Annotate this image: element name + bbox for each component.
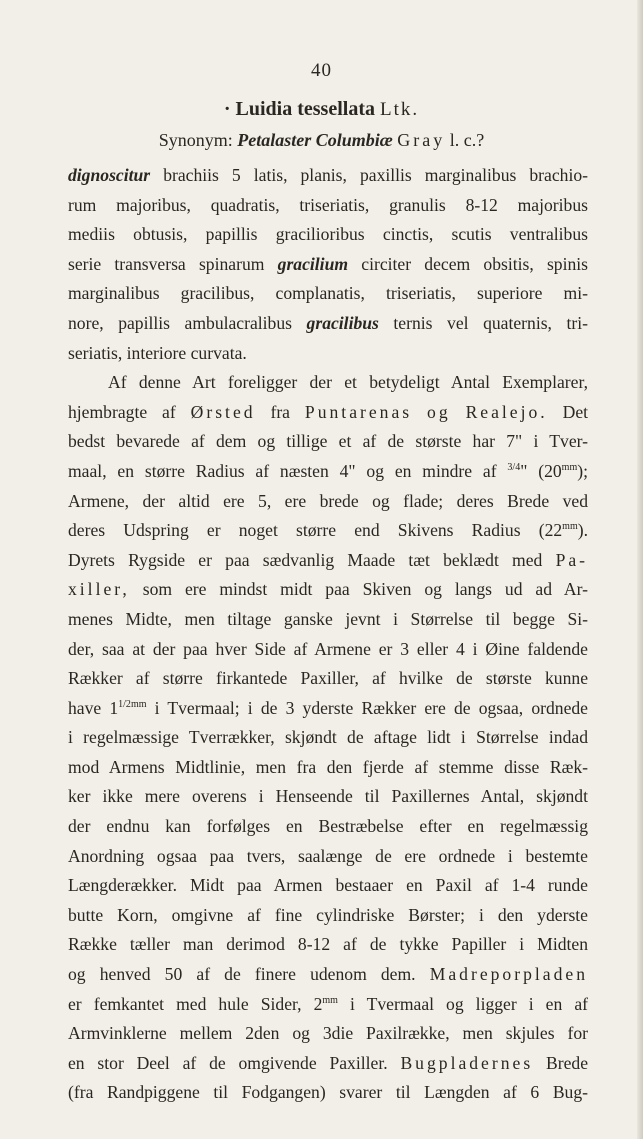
body-line: menes Midte, men tiltage ganske jevnt i Størrelse til begge Si- <box>68 608 588 629</box>
body-line: er femkantet med hule Sider, $2^{mm}$ i Tvermaal og ligger i en af <box>68 993 588 1014</box>
body-line: Rækker af større firkantede Paxiller, af hvilke de største kunne <box>68 668 588 689</box>
synonym-line <box>0 130 643 151</box>
latin-line: seriatis, interiore curvata. <box>68 342 247 363</box>
species-author: Ltk. <box>379 99 420 120</box>
body-line: i regelmæssige Tverrækker, skjøndt de aftage lidt i Størrelse indad <box>68 727 588 748</box>
body-line: (fra Randpiggene til Fodgangen) svarer til Længden af 6 Bug- <box>68 1082 588 1103</box>
latin-line: serie transversa spinarum gracilium circiter decem obsitis, spinis <box>68 253 588 274</box>
synonym-author: Gray <box>397 130 446 150</box>
text-block <box>68 161 588 1108</box>
page-number: 40 <box>311 60 332 81</box>
latin-line: dignoscitur brachiis 5 latis, planis, paxillis marginalibus brachio- <box>68 165 588 185</box>
body-line: en stor Deel af de omgivende Paxiller. Bugpladernes Brede <box>68 1052 588 1073</box>
synonym-ref: l. c.? <box>449 130 485 150</box>
body-line: butte Korn, omgivne af fine cylindriske Børster; i den yderste <box>68 904 588 925</box>
body-line: Armene, der altid ere 5, ere brede og flade; deres Brede ved <box>68 490 588 511</box>
species-name: Luidia tessellata <box>235 98 375 120</box>
body-line: og henved 50 af de finere udenom dem. Madreporpladen <box>68 964 588 985</box>
body-line: have $1^{1/2mm}$ i Tvermaal; i de 3 yderste Rækker ere de ogsaa, ordnede <box>68 697 588 718</box>
body-line: maal, en større Radius af næsten 4" og en mindre af $^{3/4}$" $(20^{mm})$; <box>68 460 588 481</box>
heading-dot: · <box>223 98 231 120</box>
body-line: Anordning ogsaa paa tvers, saalænge de ere ordnede i bestemte <box>68 845 588 866</box>
latin-line: marginalibus gracilibus, complanatis, triseriatis, superiore mi- <box>68 283 588 304</box>
body-line: der, saa at der paa hver Side af Armene er 3 eller 4 i Øine faldende <box>68 638 588 659</box>
body-line: hjembragte af Ørsted fra Puntarenas og Realejo. Det <box>68 401 588 422</box>
body-line: mod Armens Midtlinie, men fra den fjerde af stemme disse Ræk- <box>68 756 588 777</box>
body-line: Af denne Art foreligger der et betydeligt Antal Exemplarer, <box>108 372 588 393</box>
latin-line: nore, papillis ambulacralibus gracilibus ternis vel quaternis, tri- <box>68 312 588 333</box>
species-heading <box>0 98 643 121</box>
body-line: der endnu kan forfølges en Bestræbelse efter en regelmæssig <box>68 816 588 837</box>
body-line: ker ikke mere overens i Henseende til Paxillernes Antal, skjøndt <box>68 786 588 807</box>
page-edge <box>637 0 643 1139</box>
body-line: xiller, som ere mindst midt paa Skiven og langs ud ad Ar- <box>68 579 588 600</box>
body-line: deres Udspring er noget større end Skivens Radius $(22^{mm})$. <box>68 520 588 541</box>
body-line: Række tæller man derimod 8-12 af de tykke Papiller i Midten <box>68 934 588 955</box>
body-line: Armvinklerne mellem 2den og 3die Paxilrække, men skjules for <box>68 1023 588 1044</box>
synonym-name: Petalaster Columbiæ <box>237 130 393 150</box>
body-line: Længderækker. Midt paa Armen bestaaer en Paxil af 1-4 runde <box>68 875 588 896</box>
latin-line: mediis obtusis, papillis gracilioribus cinctis, scutis ventralibus <box>68 224 588 245</box>
synonym-label: Synonym: <box>158 130 233 150</box>
body-line: bedst bevarede af dem og tillige et af de største har 7" i Tver- <box>68 431 588 452</box>
body-line: Dyrets Rygside er paa sædvanlig Maade tæt beklædt med Pa- <box>68 549 588 570</box>
latin-line: rum majoribus, quadratis, triseriatis, granulis 8-12 majoribus <box>68 194 588 215</box>
